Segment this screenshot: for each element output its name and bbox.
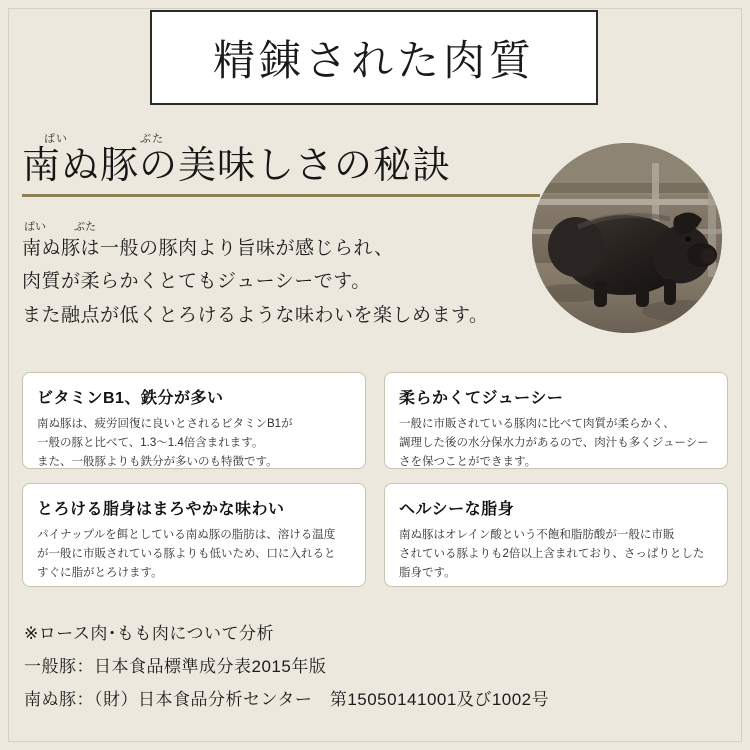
title-box — [150, 10, 598, 105]
feature-card-line: 脂身です。 — [399, 566, 456, 579]
lead-line-1: 南ぬ豚は一般の豚肉より旨味が感じられ、 — [22, 238, 394, 259]
feature-card-melting-fat — [22, 483, 366, 587]
feature-card-line: 一般の豚と比べて、1.3～1.4倍含まれます。 — [37, 436, 264, 449]
feature-card-line: すぐに脂がとろけます。 — [37, 566, 163, 579]
feature-card-line: 南ぬ豚はオレイン酸という不飽和脂肪酸が一般に市販 — [399, 529, 675, 541]
feature-card-body — [399, 526, 713, 583]
feature-card-line: パイナップルを餌としている南ぬ豚の脂肪は、溶ける温度 — [37, 529, 336, 541]
feature-card-line: また、一般豚よりも鉄分が多いのも特徴です。 — [37, 455, 278, 468]
feature-card-title: ビタミンB1、鉄分が多い — [37, 390, 224, 407]
feature-card-title: 柔らかくてジューシー — [399, 390, 564, 407]
footnote-line-1: ※ロース肉･もも肉について分析 — [24, 623, 275, 643]
feature-card-body — [399, 415, 713, 472]
section-heading — [22, 130, 562, 197]
feature-card-line: さを保つことができます。 — [399, 455, 537, 468]
lead-paragraph — [22, 232, 542, 332]
feature-card-line: されている豚よりも2倍以上含まれており、さっぱりとした — [399, 547, 705, 560]
feature-card-vitamin-b1 — [22, 372, 366, 469]
feature-card-body — [37, 415, 351, 472]
feature-card-juicy — [384, 372, 728, 469]
footnote-line-3: 南ぬ豚：（財）日本食品分析センター 第15050141001及び1002号 — [24, 689, 550, 709]
feature-card-body — [37, 526, 351, 583]
heading-text: 南ぬ豚の美味しさの秘訣 — [22, 145, 452, 187]
feature-card-title: ヘルシーな脂身 — [399, 501, 515, 518]
lead-ruby-2: ぶた — [74, 221, 96, 233]
heading-ruby-row — [22, 130, 562, 146]
feature-card-healthy-fat — [384, 483, 728, 587]
feature-card-line: 南ぬ豚は、疲労回復に良いとされるビタミンB1が — [37, 418, 293, 430]
lead-ruby-1: ぱい — [24, 221, 46, 233]
footnotes — [24, 617, 724, 716]
heading-ruby-1: ぱい — [44, 133, 68, 145]
feature-card-line: 一般に市販されている豚肉に比べて肉質が柔らかく、 — [399, 418, 675, 430]
feature-card-row-2 — [22, 483, 728, 587]
lead-line-3: また融点が低くとろけるような味わいを楽しめます。 — [22, 304, 489, 326]
lead-line-2: 肉質が柔らかくとてもジューシーです。 — [22, 271, 371, 293]
footnote-line-2: 一般豚：日本食品標準成分表2015年版 — [24, 656, 327, 676]
feature-card-row-1 — [22, 372, 728, 469]
feature-card-title: とろける脂身はまろやかな味わい — [37, 501, 285, 518]
feature-cards — [22, 372, 728, 601]
feature-card-line: が一般に市販されている豚よりも低いため、口に入れると — [37, 547, 336, 560]
feature-card-line: 調理した後の水分保水力があるので、肉汁も多くジューシー — [399, 436, 709, 449]
pig-photo — [532, 143, 722, 333]
heading-underline — [22, 194, 540, 197]
heading-ruby-2: ぶた — [140, 133, 164, 145]
pig-photo-illustration — [532, 143, 722, 333]
lead-ruby-row — [22, 218, 322, 232]
page-title: 精錬された肉質 — [212, 38, 535, 85]
